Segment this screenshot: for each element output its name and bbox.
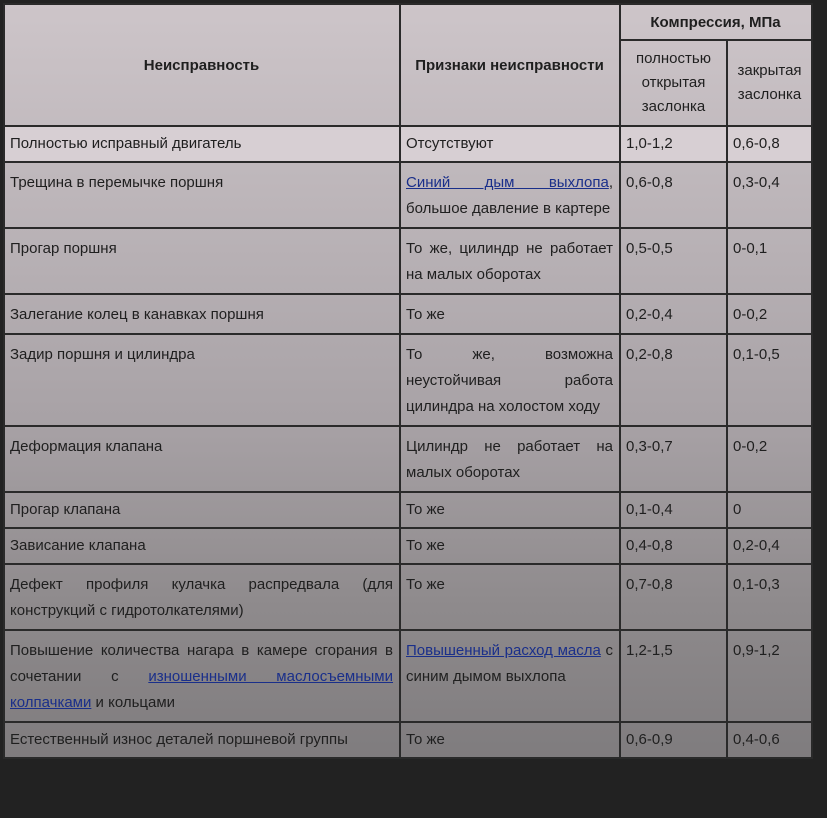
signs-cell: То же xyxy=(400,564,620,630)
signs-cell: То же, возможна неустойчивая работа цилиндра на холостом ходу xyxy=(400,334,620,426)
table-row xyxy=(4,564,812,630)
closed-value: 0,2-0,4 xyxy=(727,528,812,564)
closed-value: 0 xyxy=(727,492,812,528)
table-row xyxy=(4,426,812,492)
header-compression: Компрессия, МПа xyxy=(620,4,812,40)
fault-text: Повышение количества нагара в камере сгорания в сочетании с xyxy=(10,642,393,685)
worn-valve-seals-link[interactable]: изношенными маслосъемными колпачками xyxy=(10,668,394,711)
fault-cell: Прогар клапана xyxy=(4,492,400,528)
oil-consumption-link[interactable]: Повышенный расход масла xyxy=(406,642,601,659)
fault-cell: Полностью исправный двигатель xyxy=(4,126,400,162)
fault-cell xyxy=(4,630,400,722)
closed-value: 0,3-0,4 xyxy=(727,162,812,228)
open-value: 0,5-0,5 xyxy=(620,228,727,294)
table-row xyxy=(4,722,812,758)
signs-cell: То же xyxy=(400,294,620,334)
closed-value: 0-0,2 xyxy=(727,426,812,492)
compression-table-container xyxy=(3,3,811,759)
closed-value: 0-0,1 xyxy=(727,228,812,294)
signs-cell: То же xyxy=(400,722,620,758)
open-value: 0,1-0,4 xyxy=(620,492,727,528)
signs-cell xyxy=(400,630,620,722)
open-value: 0,4-0,8 xyxy=(620,528,727,564)
fault-cell: Дефект профиля кулачка распредвала (для конструкций с гидротолкателями) xyxy=(4,564,400,630)
open-value: 0,7-0,8 xyxy=(620,564,727,630)
closed-value: 0,6-0,8 xyxy=(727,126,812,162)
fault-cell: Задир поршня и цилиндра xyxy=(4,334,400,426)
open-value: 1,0-1,2 xyxy=(620,126,727,162)
open-value: 0,2-0,4 xyxy=(620,294,727,334)
table-row xyxy=(4,294,812,334)
table-row xyxy=(4,630,812,722)
closed-value: 0,9-1,2 xyxy=(727,630,812,722)
table-row xyxy=(4,162,812,228)
open-value: 1,2-1,5 xyxy=(620,630,727,722)
fault-text-end: и кольцами xyxy=(91,694,176,711)
fault-cell: Зависание клапана xyxy=(4,528,400,564)
blue-smoke-link[interactable]: Синий дым выхлопа xyxy=(406,174,609,191)
table-row xyxy=(4,126,812,162)
open-value: 0,3-0,7 xyxy=(620,426,727,492)
closed-value: 0-0,2 xyxy=(727,294,812,334)
signs-cell: Цилиндр не работает на малых оборотах xyxy=(400,426,620,492)
header-closed-throttle: закрытая заслонка xyxy=(727,40,812,126)
signs-cell: То же xyxy=(400,528,620,564)
table-row xyxy=(4,228,812,294)
fault-cell: Залегание колец в канавках поршня xyxy=(4,294,400,334)
fault-cell: Естественный износ деталей поршневой группы xyxy=(4,722,400,758)
open-value: 0,2-0,8 xyxy=(620,334,727,426)
fault-cell: Деформация клапана xyxy=(4,426,400,492)
open-value: 0,6-0,8 xyxy=(620,162,727,228)
signs-cell: То же xyxy=(400,492,620,528)
header-signs: Признаки неисправности xyxy=(400,4,620,126)
signs-cell: Отсутствуют xyxy=(400,126,620,162)
closed-value: 0,4-0,6 xyxy=(727,722,812,758)
fault-cell: Прогар поршня xyxy=(4,228,400,294)
table-row xyxy=(4,528,812,564)
header-fault: Неисправность xyxy=(4,4,400,126)
table-row xyxy=(4,492,812,528)
open-value: 0,6-0,9 xyxy=(620,722,727,758)
table-row xyxy=(4,334,812,426)
closed-value: 0,1-0,5 xyxy=(727,334,812,426)
signs-cell xyxy=(400,162,620,228)
signs-cell: То же, цилиндр не работает на малых оборотах xyxy=(400,228,620,294)
compression-table xyxy=(3,3,813,759)
header-open-throttle: полностью открытая заслонка xyxy=(620,40,727,126)
signs-text: с синим дымом выхлопа xyxy=(406,642,614,685)
closed-value: 0,1-0,3 xyxy=(727,564,812,630)
fault-cell: Трещина в перемычке поршня xyxy=(4,162,400,228)
signs-text: , большое давление в картере xyxy=(406,174,613,217)
